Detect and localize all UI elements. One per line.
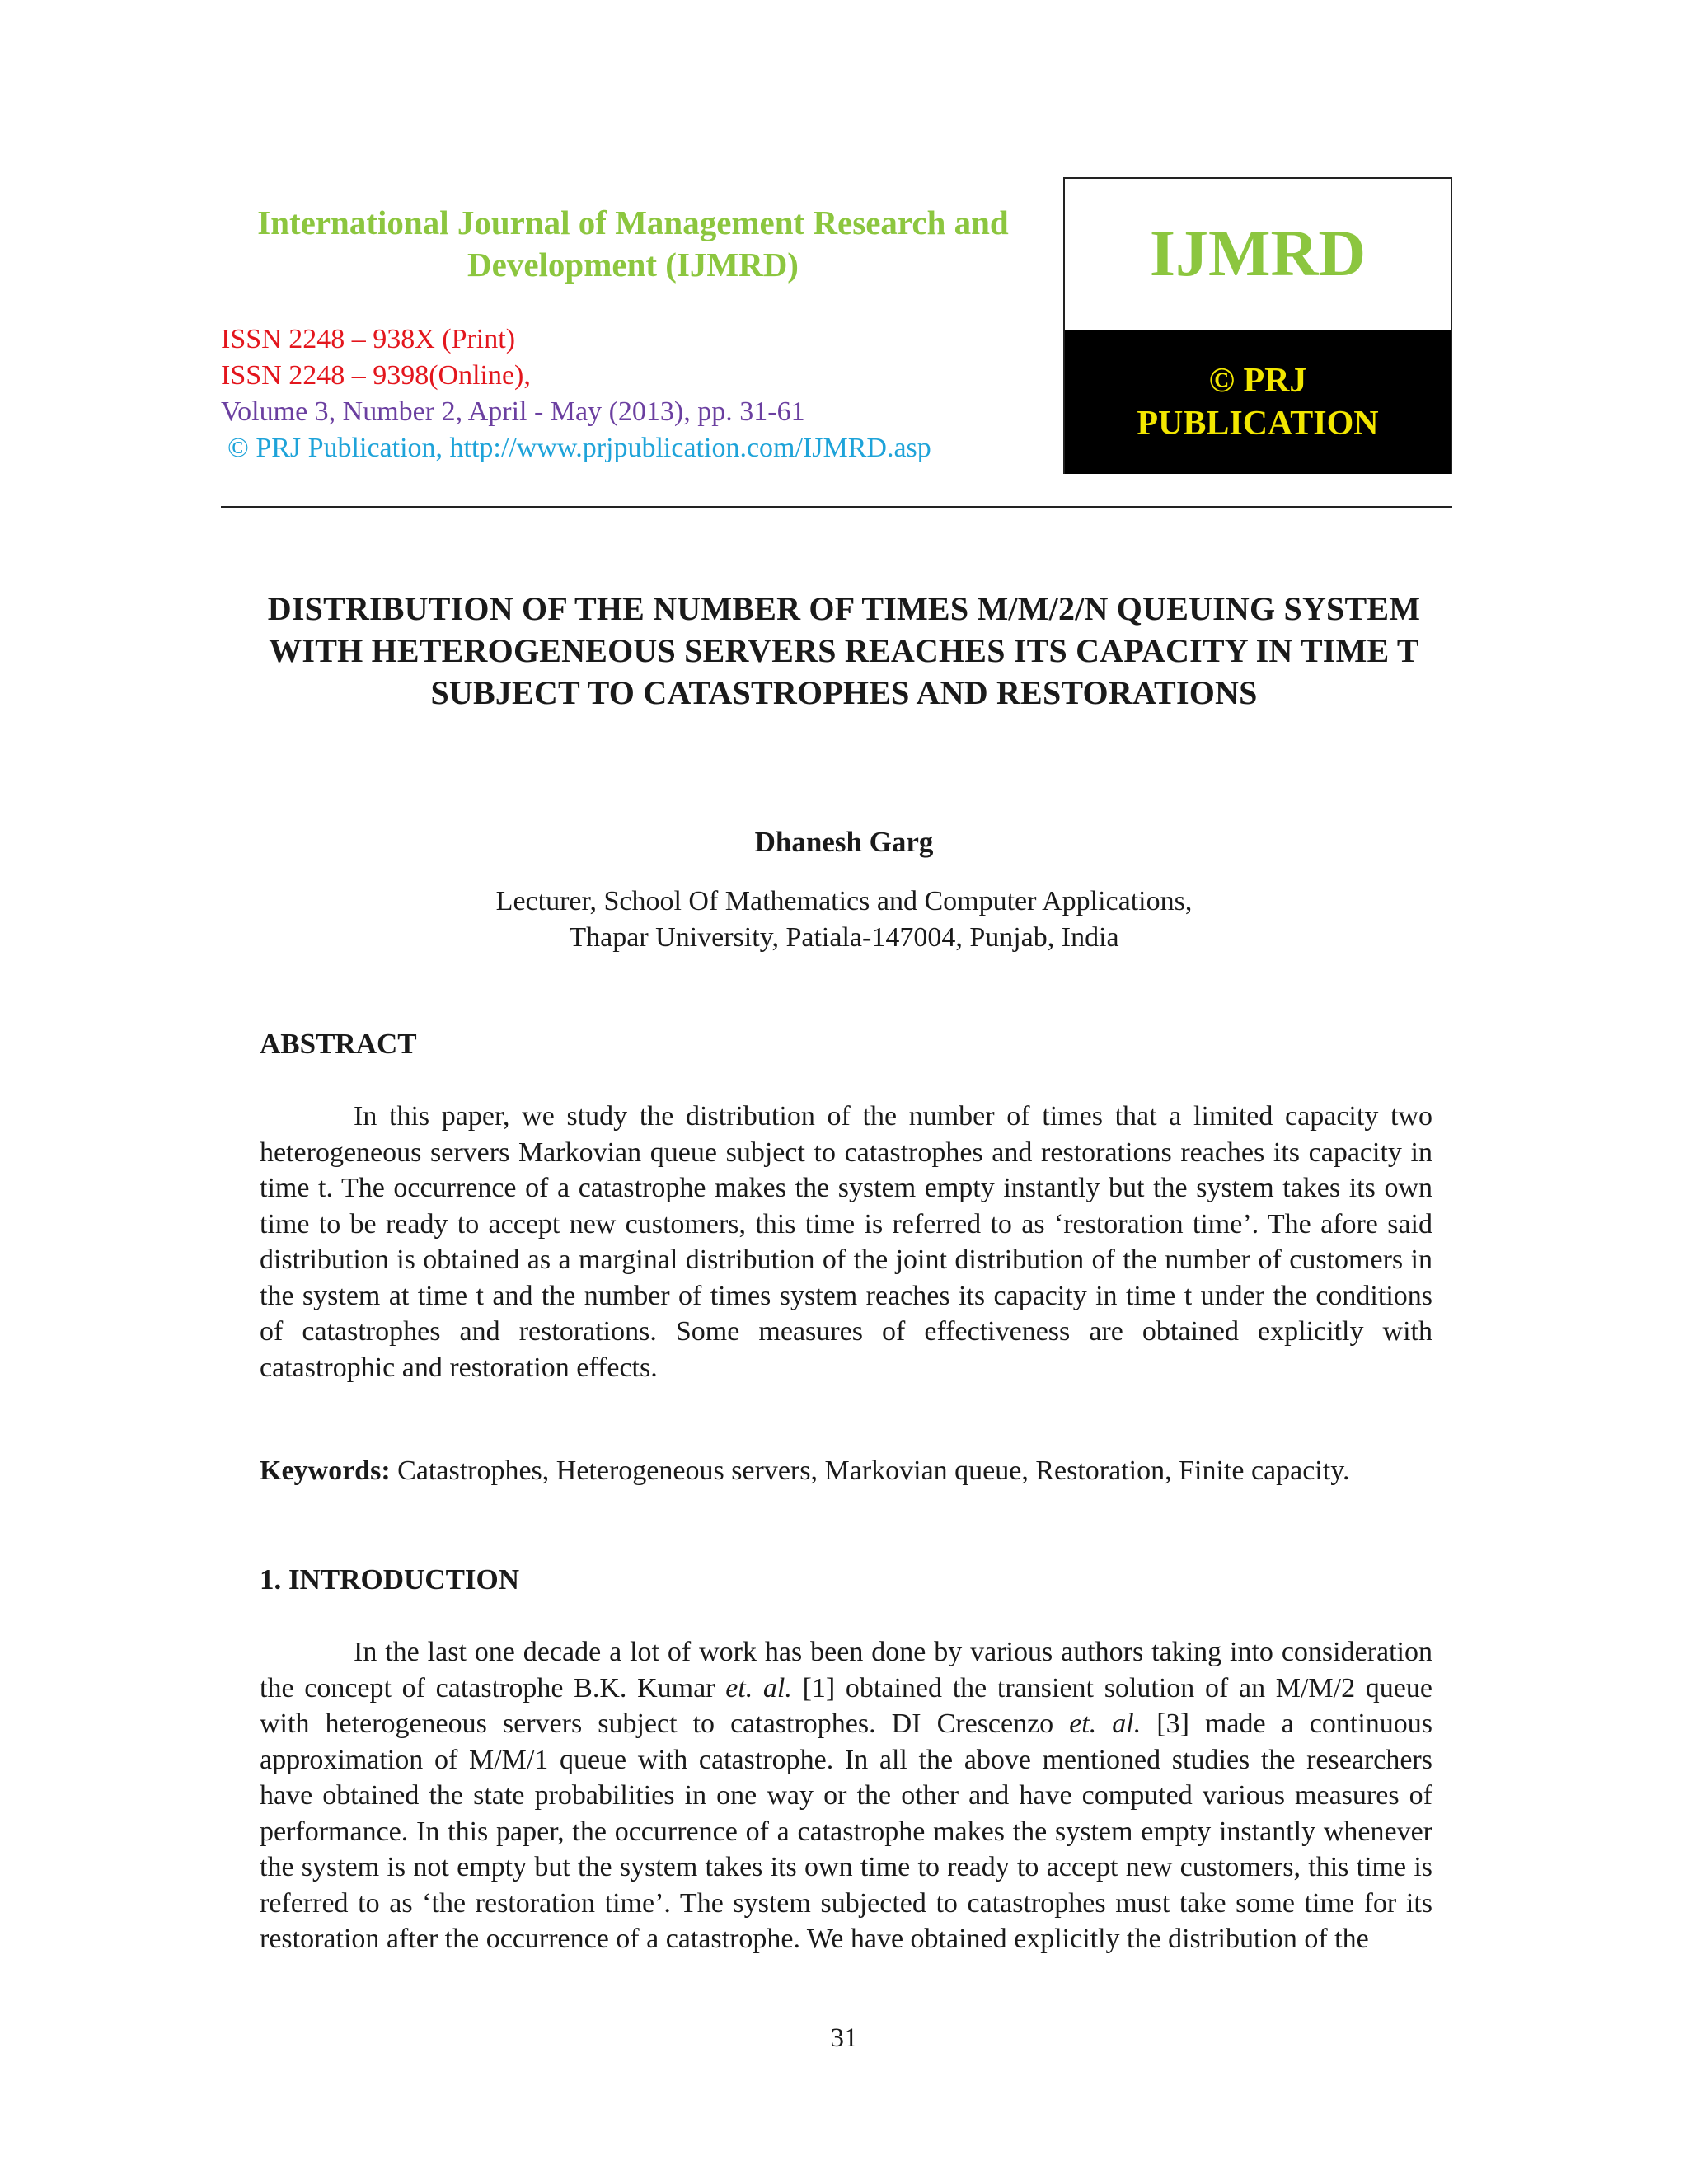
intro-etal-2: et. al.	[1069, 1708, 1142, 1739]
introduction-heading: 1. INTRODUCTION	[260, 1563, 520, 1596]
volume-info: Volume 3, Number 2, April - May (2013), pp. 31-61	[221, 396, 805, 427]
intro-etal-1: et. al.	[725, 1672, 792, 1704]
logo-name: IJMRD	[1149, 218, 1367, 290]
keywords-text: Catastrophes, Heterogeneous servers, Markovian queue, Restoration, Finite capacity.	[390, 1455, 1350, 1486]
intro-part-3: [3] made a continuous approximation of M/M/1 queue with catastrophe. In all the above mentioned studies the researchers have obtained the state probabilities in one way or the other and have computed various measures of performance. In this paper, the occurrence of a catastrophe makes the system empty instantly whenever the system is not empty but the system takes its own time to ready to accept new customers, this time is referred to as ‘the restoration time’. The system subjected to catastrophes must take some time for its restoration after the occurrence of a catastrophe. We have obtained explicitly the distribution of the	[260, 1708, 1433, 1954]
author-affiliation	[247, 883, 1441, 956]
intro-part-1: In the last one decade a lot of work has been done by various authors taking into consideration the concept of catastrophe B.K. Kumar	[260, 1637, 1432, 1704]
keywords	[260, 1453, 1432, 1489]
logo-line-1: © PRJ	[1208, 361, 1307, 400]
journal-title: International Journal of Management Research and Development (IJMRD)	[257, 204, 1009, 284]
header-divider	[221, 506, 1452, 508]
author-name: Dhanesh Garg	[754, 826, 934, 858]
affiliation-line-1: Lecturer, School Of Mathematics and Computer Applications,	[495, 886, 1193, 916]
logo-line-2: PUBLICATION	[1137, 404, 1379, 443]
issn-print: ISSN 2248 – 938X (Print)	[221, 324, 516, 354]
abstract-text: In this paper, we study the distribution of the number of times that a limited capacity two heterogeneous servers Markovian queue subject to catastrophes and restorations reaches its capacity in time t. The occurrence of a catastrophe makes the system empty instantly but the system takes its own time to be ready to accept new customers, this time is referred to as ‘restoration time’. The afore said distribution is obtained as a marginal distribution of the joint distribution of the number of customers in the system at time t and the number of times system reaches its capacity in time t under the conditions of catastrophes and restorations. Some measures of effectiveness are obtained explicitly with catastrophic and restoration effects.	[260, 1101, 1432, 1383]
page-number: 31	[830, 2023, 858, 2053]
issn-online: ISSN 2248 – 9398(Online),	[221, 360, 531, 391]
affiliation-line-2: Thapar University, Patiala-147004, Punjab, India	[569, 922, 1119, 953]
journal-logo	[1063, 177, 1452, 474]
paper-title: DISTRIBUTION OF THE NUMBER OF TIMES M/M/2/N QUEUING SYSTEM WITH HETEROGENEOUS SERVERS REACHES ITS CAPACITY IN TIME T SUBJECT TO CATASTROPHES AND RESTORATIONS	[267, 590, 1421, 711]
logo-publisher-block	[1065, 330, 1451, 474]
publisher-link[interactable]: © PRJ Publication, http://www.prjpublication.com/IJMRD.asp	[227, 433, 931, 463]
abstract-heading: ABSTRACT	[260, 1028, 417, 1060]
intro-part-2: [1] obtained the transient solution of an M/M/2 queue with heterogeneous servers subject to catastrophes. DI Crescenzo	[260, 1672, 1432, 1739]
keywords-label: Keywords:	[260, 1455, 391, 1486]
introduction-text	[260, 1634, 1432, 1957]
